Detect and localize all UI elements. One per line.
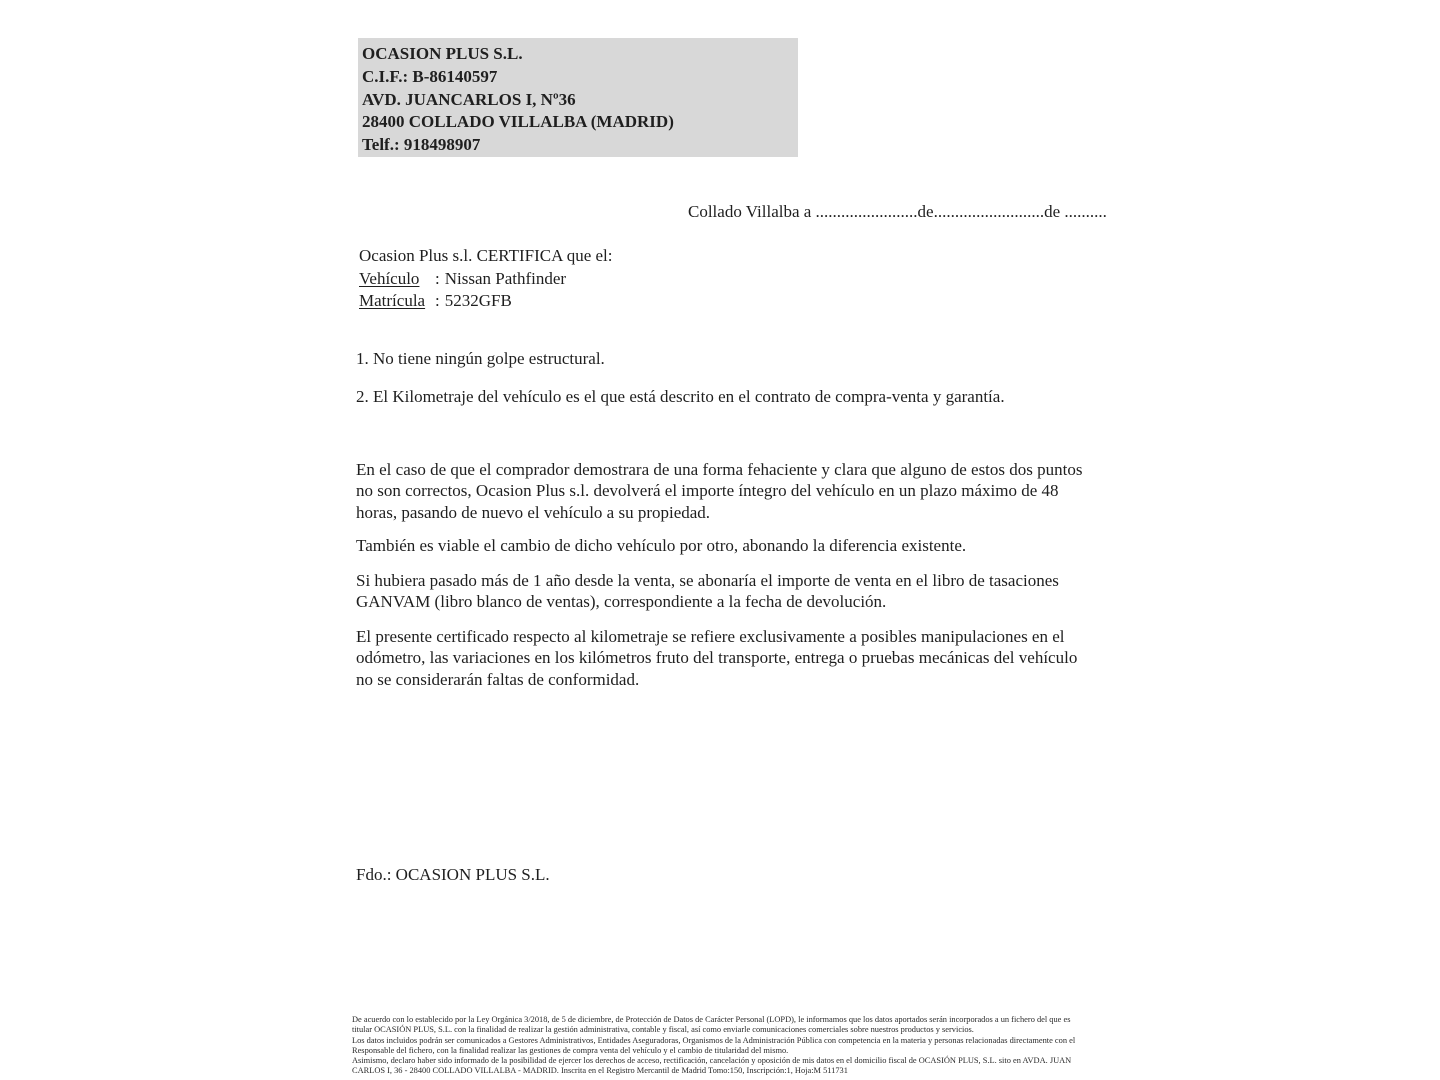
vehicle-value: Nissan Pathfinder [444, 268, 567, 288]
certification-intro: Ocasion Plus s.l. CERTIFICA que el: [359, 246, 613, 265]
point-2: 2. El Kilometraje del vehículo es el que está descrito en el contrato de compra-venta y garantía. [356, 387, 1005, 406]
paragraph-exchange: También es viable el cambio de dicho vehículo por otro, abonando la diferencia existente. [356, 536, 967, 555]
company-cif: C.I.F.: B-86140597 [362, 66, 498, 86]
signature-line: Fdo.: OCASION PLUS S.L. [356, 865, 550, 884]
company-name: OCASION PLUS S.L. [362, 44, 523, 63]
paragraph-refund: En el caso de que el comprador demostrara de una forma fehaciente y clara que alguno de estos dos puntos no son correctos, Ocasion Plus s.l. devolverá el importe íntegro del vehículo en un plazo máximo de 48 horas, pasando de nuevo el vehículo a su propiedad. [356, 460, 1083, 522]
plate-value: 5232GFB [444, 291, 512, 310]
company-address: AVD. JUANCARLOS I, Nº36 [362, 89, 576, 109]
legal-footer-paragraph-data-sharing: Los datos incluidos podrán ser comunicados a Gestores Administrativos, Entidades Aseguradoras, Organismos de la Administración Pública con competencia en la materia y personas relacionadas directamente con el Responsable del fichero, con la finalidad realizar las gestiones de compra venta del vehículo y el cambio de titularidad del mismo. [352, 1035, 1076, 1055]
paragraph-ganvam: Si hubiera pasado más de 1 año desde la venta, se abonaría el importe de venta en el libro de tasaciones GANVAM (libro blanco de ventas), correspondiente a la fecha de devolución. [356, 571, 1059, 612]
plate-field [359, 290, 613, 313]
company-header-box [358, 38, 798, 157]
company-phone: Telf.: 918498907 [362, 135, 481, 155]
vehicle-label: Vehículo [359, 268, 420, 288]
vehicle-field [359, 268, 613, 291]
legal-footer-paragraph-lopd: De acuerdo con lo establecido por la Ley Orgánica 3/2018, de 5 de diciembre, de Protección de Datos de Carácter Personal (LOPD), le informamos que los datos aportados serán incorporados a un fichero del que es titular OCASIÓN PLUS, S.L. con la finalidad de realizar la gestión administrativa, contable y fiscal, así como enviarle comunicaciones comerciales sobre nuestros productos y servicios. [352, 1015, 1071, 1035]
certification-block [359, 245, 613, 313]
plate-separator: : [435, 291, 440, 310]
vehicle-separator: : [435, 268, 440, 288]
paragraph-odometer: El presente certificado respecto al kilometraje se refiere exclusivamente a posibles manipulaciones en el odómetro, las variaciones en los kilómetros fruto del transporte, entrega o pruebas mecánicas del vehículo no se considerarán faltas de conformidad. [356, 627, 1078, 689]
company-city: 28400 COLLADO VILLALBA (MADRID) [362, 112, 674, 132]
date-line: Collado Villalba a ........................de..........................de .......... [688, 202, 1107, 221]
plate-label: Matrícula [359, 291, 426, 310]
legal-footer-paragraph-rights: Asimismo, declaro haber sido informado de la posibilidad de ejercer los derechos de acceso, rectificación, cancelación y oposición de mis datos en el domicilio fiscal de OCASIÓN PLUS, S.L. sito en AVDA. JUAN CARLOS I, 36 - 28400 COLLADO VILLALBA - MADRID. Inscrita en el Registro Mercantil de Madrid Tomo:150, Inscripción:1, Hoja:M 511731 [352, 1056, 1072, 1076]
legal-footer [352, 1015, 1089, 1077]
point-1: 1. No tiene ningún golpe estructural. [356, 349, 605, 368]
